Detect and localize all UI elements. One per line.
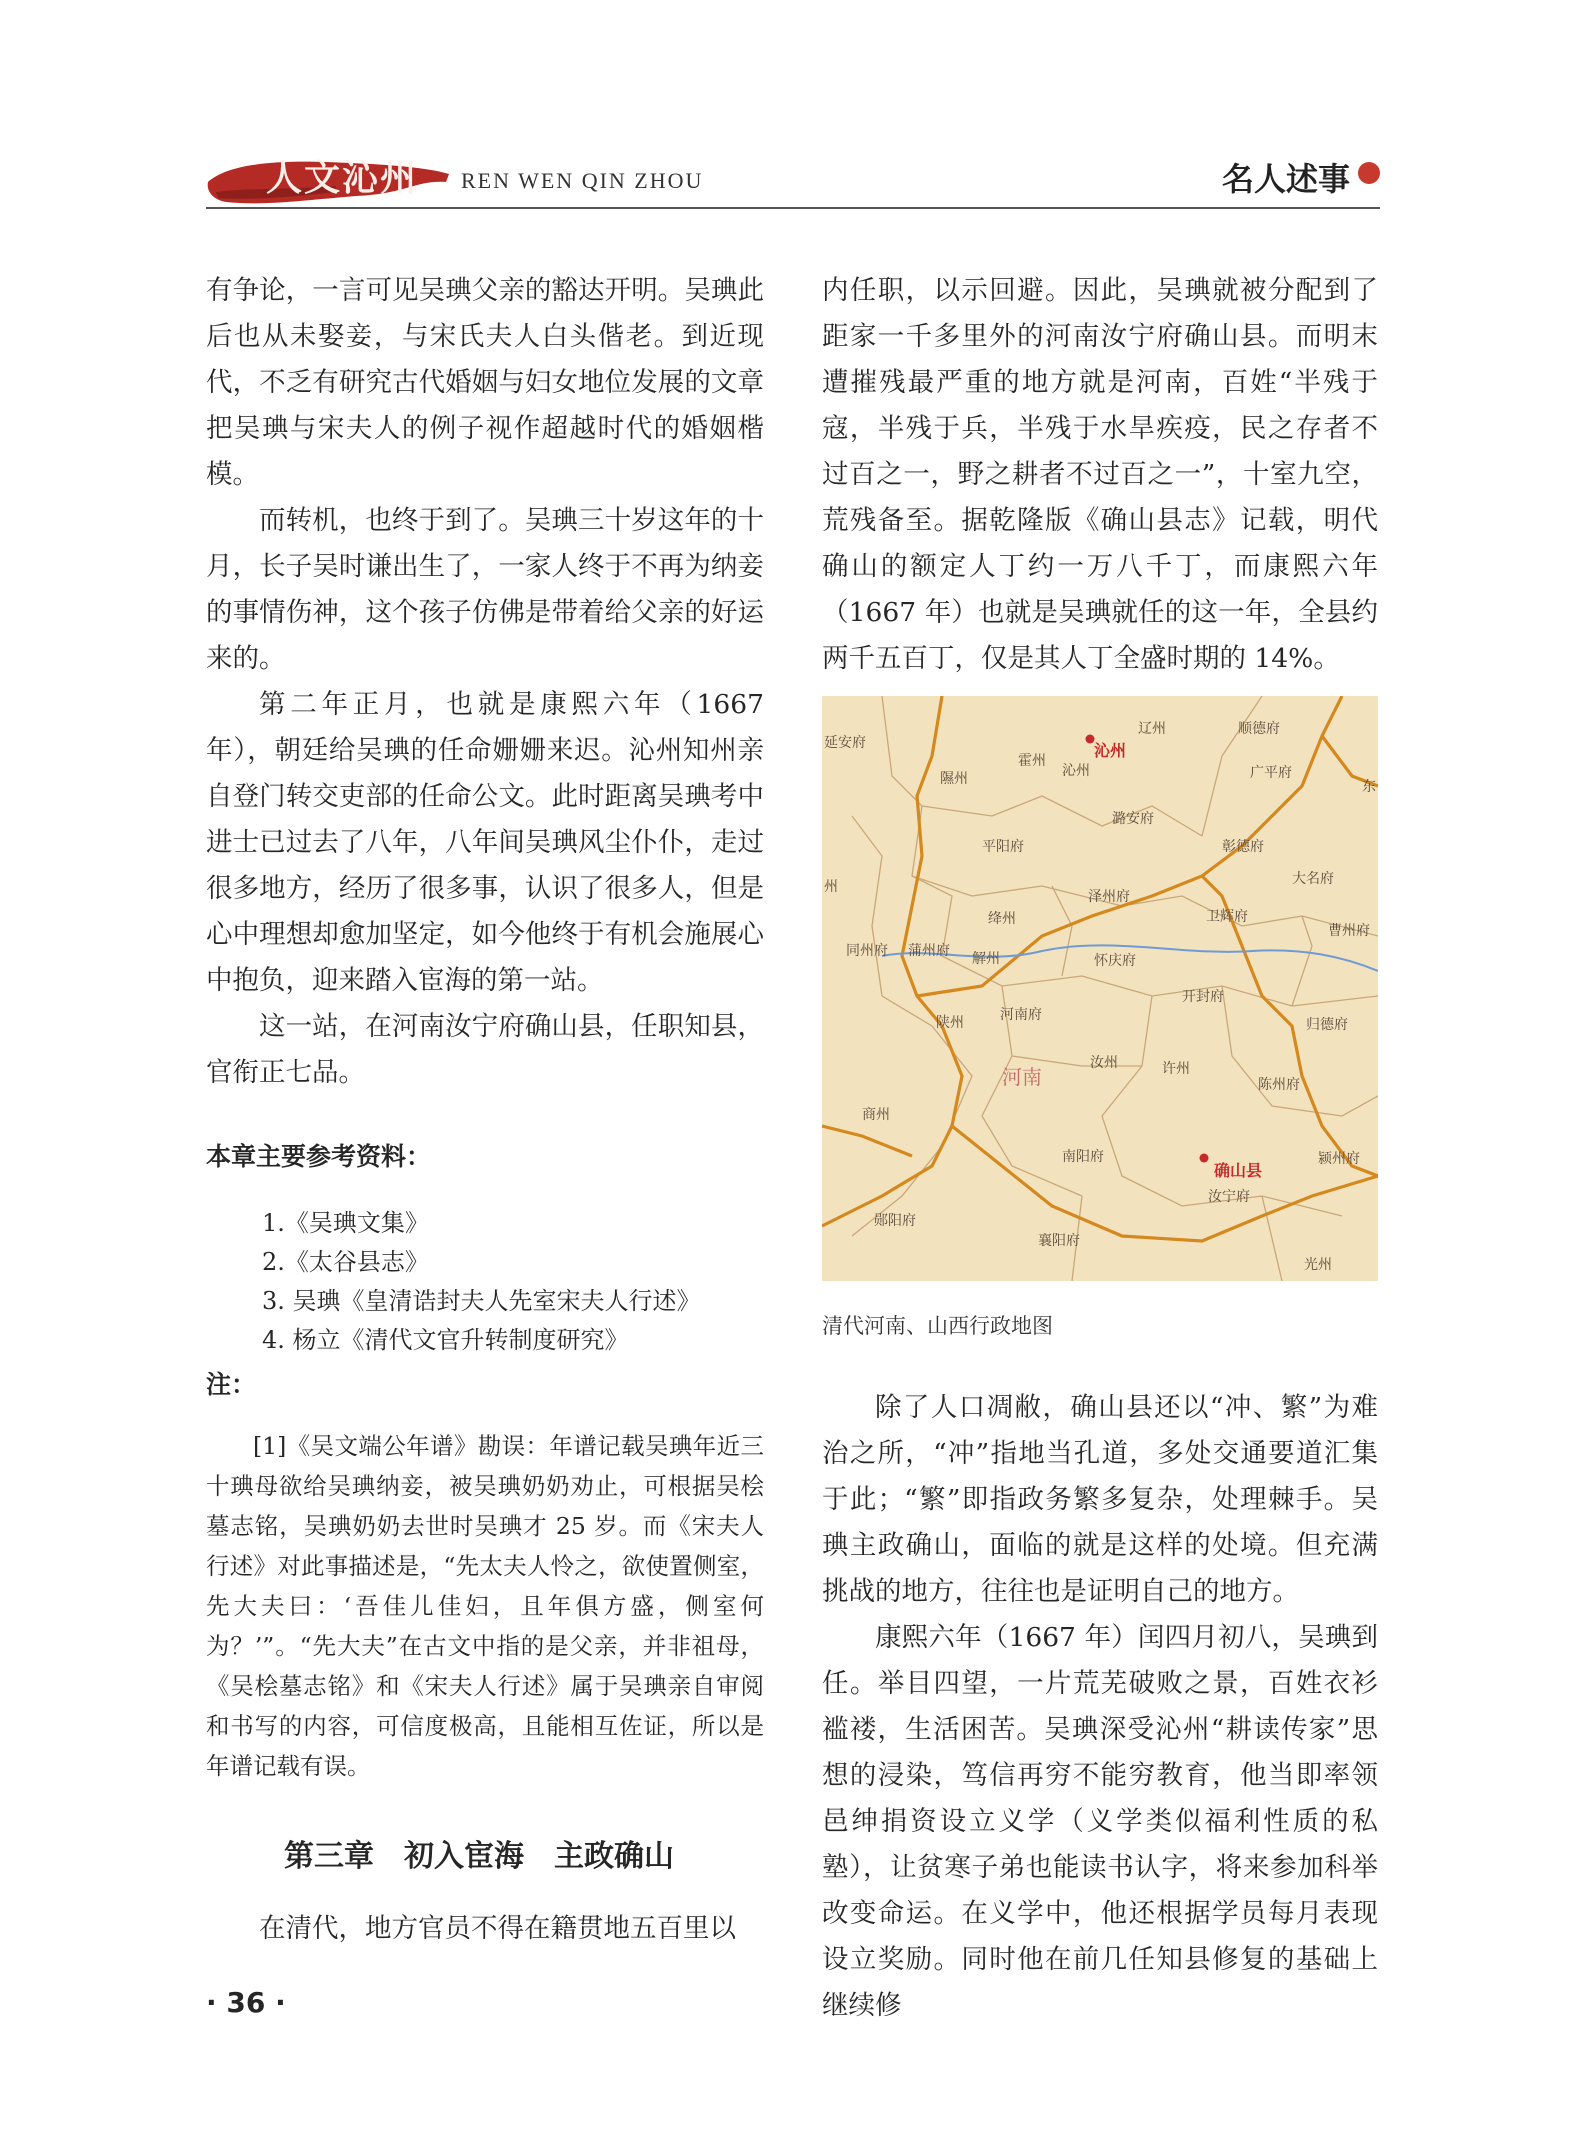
paragraph: 内任职，以示回避。因此，吴琠就被分配到了距家一千多里外的河南汝宁府确山县。而明末遭摧残最严重的地方就是河南，百姓“半残于寇，半残于兵，半残于水旱疾疫，民之存者不过百之一，野之耕者不过百之一”，十室九空，荒残备至。据乾隆版《确山县志》记载，明代确山的额定人丁约一万八千丁，而康熙六年（1667 年）也就是吴琠就任的这一年，全县约两千五百丁，仅是其人丁全盛时期的 14%。 [822,275,1378,674]
map-label: 绛州 [988,911,1016,927]
reference-item: 4. 杨立《清代文官升转制度研究》 [262,1326,629,1354]
paragraph: 在清代，地方官员不得在籍贯地五百里以 [259,1913,736,1944]
map-label: 泽州府 [1088,889,1130,905]
logo-text: 人文沁州 [266,158,419,199]
reference-item: 3. 吴琠《皇清诰封夫人先室宋夫人行述》 [262,1287,701,1315]
map-label: 沁州 [1062,763,1090,779]
notes-heading: 注： [206,1370,257,1399]
map-label: 汝州 [1090,1055,1118,1071]
references-heading: 本章主要参考资料： [206,1142,432,1171]
section-title: 名人述事 [1221,160,1350,198]
map-label: 光州 [1304,1257,1332,1273]
map-label: 卫辉府 [1206,909,1248,925]
right-column [822,268,1378,2029]
map-city-label: 沁州 [1094,741,1127,760]
paragraph: 除了人口凋敝，确山县还以“冲、繁”为难治之所，“冲”指地当孔道，多处交通要道汇集于此；“繁”即指政务繁多复杂，处理棘手。吴琠主政确山，面临的就是这样的处境。但充满挑战的地方，往往也是证明自己的地方。 [822,1392,1378,1607]
map-label: 平阳府 [982,839,1024,855]
map-label: 彰德府 [1222,839,1264,855]
map-label: 隰州 [940,771,968,787]
map-label: 同州府 [846,943,888,959]
map-label: 蒲州府 [908,943,950,959]
map-label: 大名府 [1292,871,1334,887]
map-label: 辽州 [1138,721,1166,737]
map-label: 陕州 [936,1015,964,1031]
map-label: 归德府 [1306,1017,1348,1033]
map-label: 商州 [862,1107,890,1123]
map-label: 许州 [1162,1061,1190,1077]
map-region-label: 河南 [1002,1065,1042,1089]
map-label: 汝宁府 [1208,1189,1250,1205]
page-number: · 36 · [206,1986,286,2019]
footnote: [1]《吴文端公年谱》勘误：年谱记载吴琠年近三十琠母欲给吴琠纳妾，被吴琠奶奶劝止，可根据吴桧墓志铭，吴琠奶奶去世时吴琠才 25 岁。而《宋夫人行述》对此事描述是，“先太夫人怜之，欲使置侧室，先大夫曰：‘吾佳儿佳妇，且年俱方盛，侧室何为？’”。“先大夫”在古文中指的是父亲，并非祖母，《吴桧墓志铭》和《宋夫人行述》属于吴琠亲自审阅和书写的内容，可信度极高，且能相互佐证，所以是年谱记载有误。 [206,1432,764,1780]
paragraph: 这一站，在河南汝宁府确山县，任职知县，官衔正七品。 [206,1011,764,1088]
admin-map-figure [822,696,1378,1281]
paragraph: 有争论，一言可见吴琠父亲的豁达开明。吴琠此后也从未娶妾，与宋氏夫人白头偕老。到近现代，不乏有研究古代婚姻与妇女地位发展的文章把吴琠与宋夫人的例子视作超越时代的婚姻楷模。 [206,275,764,490]
map-label: 广平府 [1250,765,1292,781]
paragraph: 康熙六年（1667 年）闰四月初八，吴琠到任。举目四望，一片荒芜破败之景，百姓衣衫褴褛，生活困苦。吴琠深受沁州“耕读传家”思想的浸染，笃信再穷不能穷教育，他当即率领邑绅捐资设立义学（义学类似福利性质的私塾），让贫寒子弟也能读书认字，将来参加科举改变命运。在义学中，他还根据学员每月表现设立奖励。同时他在前几任知县修复的基础上继续修 [822,1622,1378,2021]
map-caption: 清代河南、山西行政地图 [822,1314,1053,1338]
map-label: 陈州府 [1258,1077,1300,1093]
left-column [206,268,764,1952]
chapter-title: 第三章 初入宦海 主政确山 [284,1839,674,1874]
header-rule [206,207,1380,209]
reference-item: 1.《吴琠文集》 [262,1209,429,1237]
header-pinyin: REN WEN QIN ZHOU [461,168,704,193]
map-label: 开封府 [1182,989,1224,1005]
map-label: 顺德府 [1238,721,1280,737]
map-label: 东 [1362,779,1376,795]
map-label: 怀庆府 [1094,953,1136,969]
map-label: 河南府 [1000,1007,1042,1023]
references-list [206,1204,764,1360]
reference-item: 2.《太谷县志》 [262,1248,429,1276]
paragraph: 第二年正月，也就是康熙六年（1667 年），朝廷给吴琠的任命姗姗来迟。沁州知州亲自登门转交吏部的任命公文。此时距离吴琠考中进士已过去了八年，八年间吴琠风尘仆仆，走过很多地方，经历了很多事，认识了很多人，但是心中理想却愈加坚定，如今他终于有机会施展心中抱负，迎来踏入宦海的第一站。 [206,689,764,996]
map-boundaries [822,696,1378,1281]
map-label: 解州 [972,951,1000,967]
map-label: 潞安府 [1112,811,1154,827]
map-label: 霍州 [1018,753,1046,769]
map-label: 延安府 [824,735,866,751]
paragraph: 而转机，也终于到了。吴琠三十岁这年的十月，长子吴时谦出生了，一家人终于不再为纳妾的事情伤神，这个孩子仿佛是带着给父亲的好运来的。 [206,505,764,674]
map-label: 颍州府 [1318,1151,1360,1167]
map-label: 南阳府 [1062,1149,1104,1165]
map-city-label: 确山县 [1214,1161,1263,1180]
red-dot-icon [1358,162,1380,184]
map-label: 襄阳府 [1038,1233,1080,1249]
map-label: 曹州府 [1328,923,1370,939]
map-label: 郧阳府 [874,1213,916,1229]
map-label: 州 [824,879,838,895]
